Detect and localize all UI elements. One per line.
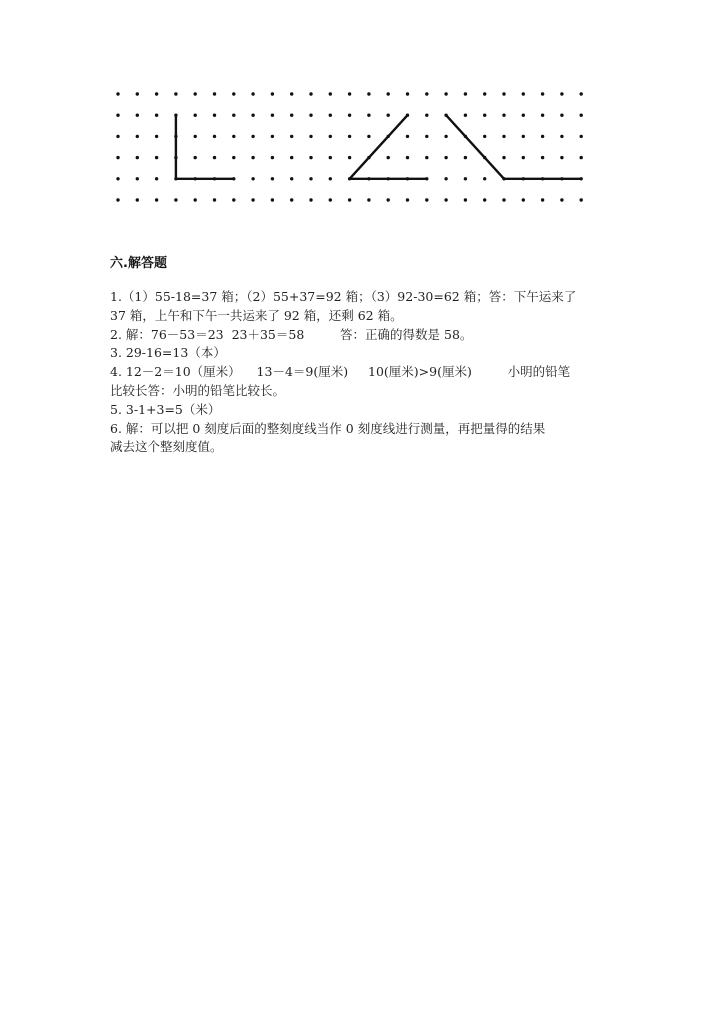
grid-dot [155,135,158,138]
grid-dot [444,198,447,201]
grid-dot [155,198,158,201]
grid-dot [309,177,312,180]
grid-dot [367,114,370,117]
grid-dot [155,114,158,117]
grid-dot [406,92,409,95]
grid-dot [290,156,293,159]
grid-dot [271,92,274,95]
grid-dot [560,114,563,117]
grid-dot [309,92,312,95]
line-layer [176,115,581,179]
grid-dot [483,135,486,138]
grid-dot [232,135,235,138]
grid-dot [290,92,293,95]
grid-dot [271,114,274,117]
answer-4-line-2: 比较长答：小明的铅笔比较长。 [110,382,286,398]
grid-dot [483,92,486,95]
grid-dot [271,135,274,138]
grid-dot [483,177,486,180]
grid-dot [387,198,390,201]
grid-dot [406,198,409,201]
grid-dot [348,156,351,159]
grid-dot [136,135,139,138]
grid-dot [174,198,177,201]
grid-dot [425,135,428,138]
grid-dot [116,114,119,117]
grid-dot [387,156,390,159]
grid-dot [213,92,216,95]
dot-grid-figure [108,84,602,216]
grid-dot [232,198,235,201]
grid-dot [560,135,563,138]
grid-dot [464,156,467,159]
grid-dot [367,92,370,95]
grid-dot [522,198,525,201]
grid-dot [522,92,525,95]
grid-dot [387,114,390,117]
grid-dot [136,198,139,201]
grid-dot [464,92,467,95]
figure-line-2 [350,115,408,179]
grid-dot [116,177,119,180]
grid-dot [136,177,139,180]
answer-2-line: 2. 解：76－53＝23 23＋35＝58 答：正确的得数是 58。 [110,326,473,342]
grid-dot [155,92,158,95]
grid-dot [348,198,351,201]
grid-dot [522,135,525,138]
grid-dot [444,92,447,95]
grid-dot [425,92,428,95]
answer-6-line-1: 6. 解：可以把 0 刻度后面的整刻度线当作 0 刻度线进行测量，再把量得的结果 [110,420,546,436]
grid-dot [213,135,216,138]
grid-dot [251,92,254,95]
grid-dot [290,114,293,117]
grid-dot [155,156,158,159]
grid-dot [348,135,351,138]
grid-dot [194,92,197,95]
grid-dot [251,177,254,180]
grid-dot [444,156,447,159]
grid-dot [541,135,544,138]
grid-dot [502,135,505,138]
grid-dot [232,114,235,117]
grid-dot [116,156,119,159]
grid-dot [541,156,544,159]
grid-dot [444,135,447,138]
grid-dot [174,92,177,95]
grid-dot [406,135,409,138]
grid-dot [367,198,370,201]
grid-dot [387,92,390,95]
grid-dot [213,156,216,159]
grid-dot [483,198,486,201]
answer-3-line: 3. 29-16=13（本） [110,345,226,361]
answer-6-line-2: 减去这个整刻度值。 [110,439,223,455]
grid-dot [136,92,139,95]
grid-dot [329,114,332,117]
grid-dot [464,198,467,201]
grid-dot [348,114,351,117]
grid-dot [251,198,254,201]
grid-dot [329,156,332,159]
grid-dot [251,135,254,138]
grid-dot [560,156,563,159]
answers-block [110,288,615,457]
grid-dot [136,114,139,117]
answer-1-line-2: 37 箱，上午和下午一共运来了 92 箱，还剩 62 箱。 [110,307,403,323]
grid-dot [502,198,505,201]
grid-dot [271,177,274,180]
grid-dot [309,135,312,138]
grid-dot [309,156,312,159]
grid-dot [329,177,332,180]
grid-dot [290,177,293,180]
grid-dot [348,92,351,95]
grid-dot [541,114,544,117]
grid-dot [329,198,332,201]
grid-dot [502,114,505,117]
grid-dot [329,92,332,95]
grid-dot [213,198,216,201]
grid-dot [560,92,563,95]
figure-line-1 [176,115,234,179]
answer-5-line: 5. 3-1+3=5（米） [110,401,221,417]
grid-dot [290,135,293,138]
grid-dot [464,177,467,180]
grid-dot [522,156,525,159]
grid-dot [502,156,505,159]
grid-dot [367,135,370,138]
grid-dot [580,92,583,95]
grid-dot [309,198,312,201]
grid-dot [444,177,447,180]
grid-dot [580,156,583,159]
grid-dot [406,156,409,159]
grid-dot [483,114,486,117]
grid-dot [251,114,254,117]
grid-dot [271,156,274,159]
grid-dot [309,114,312,117]
grid-dot [232,92,235,95]
grid-dot [194,198,197,201]
figure-line-4 [446,115,581,179]
grid-dot [116,198,119,201]
grid-dot [541,92,544,95]
grid-dot [425,114,428,117]
grid-dot [155,177,158,180]
grid-dot [522,114,525,117]
grid-dot [116,92,119,95]
grid-dot [213,114,216,117]
grid-dot [425,198,428,201]
answer-4-line-1: 4. 12－2＝10（厘米） 13－4＝9(厘米) 10(厘米)>9(厘米) 小明的铅笔 [110,364,571,380]
grid-dot [232,156,235,159]
grid-dot [580,135,583,138]
grid-dot [136,156,139,159]
grid-dot [580,114,583,117]
section-title: 六.解答题 [110,256,167,271]
grid-dot [194,135,197,138]
grid-dot [560,198,563,201]
grid-dot [194,114,197,117]
grid-dot [502,92,505,95]
grid-dot [541,198,544,201]
grid-dot [329,135,332,138]
grid-dot [271,198,274,201]
grid-dot [425,156,428,159]
grid-dot [194,156,197,159]
dot-layer [116,92,583,201]
grid-dot [580,198,583,201]
grid-dot [251,156,254,159]
grid-dot [116,135,119,138]
grid-dot [290,198,293,201]
grid-dot [464,114,467,117]
answer-1-line-1: 1.（1）55-18=37 箱；（2）55+37=92 箱；（3）92-30=62 箱；答：下午运来了 [110,289,577,304]
